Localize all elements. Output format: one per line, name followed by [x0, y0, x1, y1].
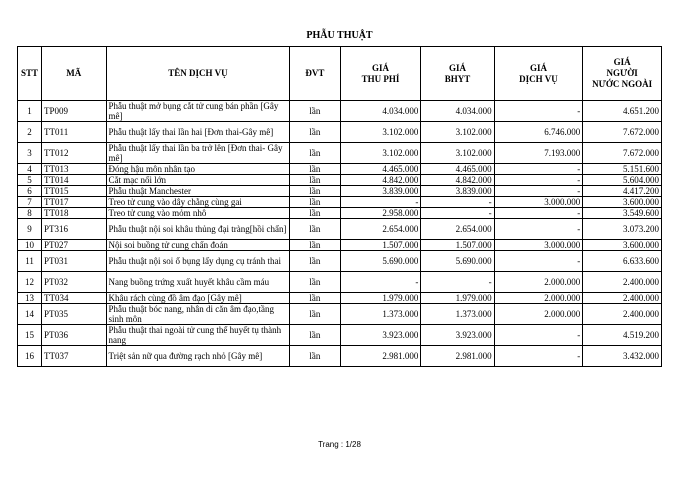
row-gia-dich-vu: -	[494, 251, 583, 272]
row-ma: TP009	[42, 101, 107, 122]
header-dvt: ĐVT	[290, 47, 340, 101]
row-gia-dich-vu: 3.000.000	[494, 197, 583, 208]
row-gia-bhyt: -	[421, 272, 494, 293]
table-row	[18, 175, 662, 186]
row-stt: 15	[18, 325, 42, 346]
row-gia-nuoc-ngoai: 5.604.000	[583, 175, 662, 186]
row-gia-nuoc-ngoai: 7.672.000	[583, 122, 662, 143]
row-gia-dich-vu: 2.000.000	[494, 293, 583, 304]
row-stt: 4	[18, 164, 42, 175]
row-dvt: lần	[290, 208, 340, 219]
row-gia-thu-phi: 3.839.000	[340, 186, 421, 197]
row-ten-dich-vu: Nội soi buồng tử cung chẩn đoán	[106, 240, 290, 251]
row-gia-thu-phi: 1.979.000	[340, 293, 421, 304]
table-row	[18, 251, 662, 272]
row-stt: 3	[18, 143, 42, 164]
row-gia-dich-vu: -	[494, 219, 583, 240]
row-ten-dich-vu: Phẫu thuật lấy thai lần hai [Đơn thai-Gây mê]	[106, 122, 290, 143]
row-gia-dich-vu: -	[494, 346, 583, 367]
row-gia-thu-phi: 4.842.000	[340, 175, 421, 186]
row-gia-bhyt: 3.102.000	[421, 143, 494, 164]
row-ma: PT035	[42, 304, 107, 325]
table-row	[18, 186, 662, 197]
row-stt: 16	[18, 346, 42, 367]
row-gia-dich-vu: -	[494, 101, 583, 122]
row-ten-dich-vu: Phẫu thuật Manchester	[106, 186, 290, 197]
row-gia-dich-vu: -	[494, 175, 583, 186]
row-gia-bhyt: 3.923.000	[421, 325, 494, 346]
row-ten-dich-vu: Treo tử cung vào mỏm nhô	[106, 208, 290, 219]
row-gia-dich-vu: -	[494, 208, 583, 219]
table-row	[18, 143, 662, 164]
row-stt: 2	[18, 122, 42, 143]
row-gia-bhyt: -	[421, 208, 494, 219]
row-gia-thu-phi: -	[340, 197, 421, 208]
row-gia-bhyt: 2.654.000	[421, 219, 494, 240]
row-ten-dich-vu: Phẫu thuật lấy thai lần ba trở lên [Đơn thai- Gây mê]	[106, 143, 290, 164]
page-number: Trang : 1/28	[318, 440, 361, 449]
row-ma: TT011	[42, 122, 107, 143]
row-gia-nuoc-ngoai: 2.400.000	[583, 304, 662, 325]
row-gia-nuoc-ngoai: 6.633.600	[583, 251, 662, 272]
row-gia-thu-phi: 3.102.000	[340, 122, 421, 143]
price-table	[17, 46, 662, 367]
row-dvt: lần	[290, 186, 340, 197]
row-ten-dich-vu: Treo tử cung vào dây chằng cùng gai	[106, 197, 290, 208]
row-gia-nuoc-ngoai: 2.400.000	[583, 272, 662, 293]
table-row	[18, 240, 662, 251]
header-gia-bhyt: GIÁ BHYT	[421, 47, 494, 101]
row-ma: PT036	[42, 325, 107, 346]
row-ten-dich-vu: Nang buồng trứng xuất huyết khâu cầm máu	[106, 272, 290, 293]
row-gia-thu-phi: 3.102.000	[340, 143, 421, 164]
row-gia-thu-phi: 2.981.000	[340, 346, 421, 367]
row-stt: 8	[18, 208, 42, 219]
table-row	[18, 197, 662, 208]
row-ten-dich-vu: Phẫu thuật mở bụng cắt tử cung bán phần [Gây mê]	[106, 101, 290, 122]
row-gia-dich-vu: 6.746.000	[494, 122, 583, 143]
row-gia-dich-vu: 2.000.000	[494, 272, 583, 293]
row-gia-dich-vu: -	[494, 186, 583, 197]
row-dvt: lần	[290, 251, 340, 272]
row-stt: 11	[18, 251, 42, 272]
row-ma: PT032	[42, 272, 107, 293]
table-row	[18, 272, 662, 293]
row-ten-dich-vu: Phẫu thuật nội soi khâu thủng đại tràng[hồi chẩn]	[106, 219, 290, 240]
row-gia-nuoc-ngoai: 3.600.000	[583, 240, 662, 251]
row-ma: TT018	[42, 208, 107, 219]
row-ten-dich-vu: Cắt mạc nối lớn	[106, 175, 290, 186]
row-gia-nuoc-ngoai: 4.417.200	[583, 186, 662, 197]
row-gia-thu-phi: 4.465.000	[340, 164, 421, 175]
row-stt: 12	[18, 272, 42, 293]
row-gia-bhyt: 5.690.000	[421, 251, 494, 272]
row-stt: 6	[18, 186, 42, 197]
header-row	[18, 47, 662, 101]
row-gia-nuoc-ngoai: 7.672.000	[583, 143, 662, 164]
row-ma: TT037	[42, 346, 107, 367]
row-stt: 7	[18, 197, 42, 208]
table-row	[18, 219, 662, 240]
row-gia-bhyt: 3.102.000	[421, 122, 494, 143]
row-dvt: lần	[290, 219, 340, 240]
row-gia-bhyt: 4.465.000	[421, 164, 494, 175]
row-gia-dich-vu: -	[494, 325, 583, 346]
row-gia-dich-vu: -	[494, 164, 583, 175]
row-stt: 13	[18, 293, 42, 304]
row-dvt: lần	[290, 346, 340, 367]
page-title: PHẪU THUẬT	[306, 30, 373, 41]
row-dvt: lần	[290, 293, 340, 304]
row-gia-thu-phi: 2.654.000	[340, 219, 421, 240]
row-stt: 10	[18, 240, 42, 251]
row-dvt: lần	[290, 122, 340, 143]
header-stt: STT	[18, 47, 42, 101]
row-gia-nuoc-ngoai: 3.600.000	[583, 197, 662, 208]
table-row	[18, 325, 662, 346]
row-gia-thu-phi: 1.507.000	[340, 240, 421, 251]
row-dvt: lần	[290, 197, 340, 208]
row-gia-nuoc-ngoai: 4.519.200	[583, 325, 662, 346]
row-ten-dich-vu: Khâu rách cùng đồ âm đạo [Gây mê]	[106, 293, 290, 304]
row-gia-dich-vu: 3.000.000	[494, 240, 583, 251]
row-gia-nuoc-ngoai: 5.151.600	[583, 164, 662, 175]
row-dvt: lần	[290, 240, 340, 251]
row-gia-dich-vu: 2.000.000	[494, 304, 583, 325]
row-gia-nuoc-ngoai: 3.432.000	[583, 346, 662, 367]
row-gia-bhyt: 1.507.000	[421, 240, 494, 251]
table-row	[18, 122, 662, 143]
row-dvt: lần	[290, 272, 340, 293]
row-ten-dich-vu: Phẫu thuật bóc nang, nhân di căn âm đạo,tầng sinh môn	[106, 304, 290, 325]
header-gia-thu-phi: GIÁ THU PHÍ	[340, 47, 421, 101]
row-stt: 9	[18, 219, 42, 240]
row-ma: TT013	[42, 164, 107, 175]
row-gia-bhyt: 1.373.000	[421, 304, 494, 325]
row-ma: PT316	[42, 219, 107, 240]
row-dvt: lần	[290, 304, 340, 325]
row-gia-nuoc-ngoai: 4.651.200	[583, 101, 662, 122]
row-stt: 1	[18, 101, 42, 122]
row-ma: TT017	[42, 197, 107, 208]
row-dvt: lần	[290, 325, 340, 346]
table-row	[18, 293, 662, 304]
header-gia-nuoc-ngoai: GIÁ NGƯỜI NƯỚC NGOÀI	[583, 47, 662, 101]
table-row	[18, 304, 662, 325]
row-gia-thu-phi: -	[340, 272, 421, 293]
header-ten-dich-vu: TÊN DỊCH VỤ	[106, 47, 290, 101]
row-ten-dich-vu: Đóng hậu môn nhân tạo	[106, 164, 290, 175]
row-gia-bhyt: -	[421, 197, 494, 208]
table-row	[18, 346, 662, 367]
row-ma: TT014	[42, 175, 107, 186]
row-gia-thu-phi: 5.690.000	[340, 251, 421, 272]
row-gia-thu-phi: 1.373.000	[340, 304, 421, 325]
row-gia-dich-vu: 7.193.000	[494, 143, 583, 164]
table-row	[18, 208, 662, 219]
row-gia-nuoc-ngoai: 3.073.200	[583, 219, 662, 240]
row-ma: TT015	[42, 186, 107, 197]
table-row	[18, 101, 662, 122]
row-gia-bhyt: 2.981.000	[421, 346, 494, 367]
header-ma: MÃ	[42, 47, 107, 101]
header-gia-dich-vu: GIÁ DỊCH VỤ	[494, 47, 583, 101]
row-ma: PT031	[42, 251, 107, 272]
row-gia-nuoc-ngoai: 2.400.000	[583, 293, 662, 304]
row-gia-bhyt: 4.034.000	[421, 101, 494, 122]
row-ten-dich-vu: Phẫu thuật thai ngoài tử cung thể huyết tụ thành nang	[106, 325, 290, 346]
row-gia-thu-phi: 2.958.000	[340, 208, 421, 219]
row-ten-dich-vu: Triệt sản nữ qua đường rạch nhỏ [Gây mê]	[106, 346, 290, 367]
row-ma: PT027	[42, 240, 107, 251]
row-gia-bhyt: 3.839.000	[421, 186, 494, 197]
row-gia-nuoc-ngoai: 3.549.600	[583, 208, 662, 219]
row-gia-bhyt: 4.842.000	[421, 175, 494, 186]
row-ten-dich-vu: Phẫu thuật nội soi ổ bụng lấy dụng cụ tránh thai	[106, 251, 290, 272]
row-ma: TT012	[42, 143, 107, 164]
row-dvt: lần	[290, 101, 340, 122]
row-gia-thu-phi: 4.034.000	[340, 101, 421, 122]
row-stt: 5	[18, 175, 42, 186]
row-ma: TT034	[42, 293, 107, 304]
row-dvt: lần	[290, 175, 340, 186]
row-gia-bhyt: 1.979.000	[421, 293, 494, 304]
row-gia-thu-phi: 3.923.000	[340, 325, 421, 346]
row-stt: 14	[18, 304, 42, 325]
row-dvt: lần	[290, 164, 340, 175]
row-dvt: lần	[290, 143, 340, 164]
table-row	[18, 164, 662, 175]
